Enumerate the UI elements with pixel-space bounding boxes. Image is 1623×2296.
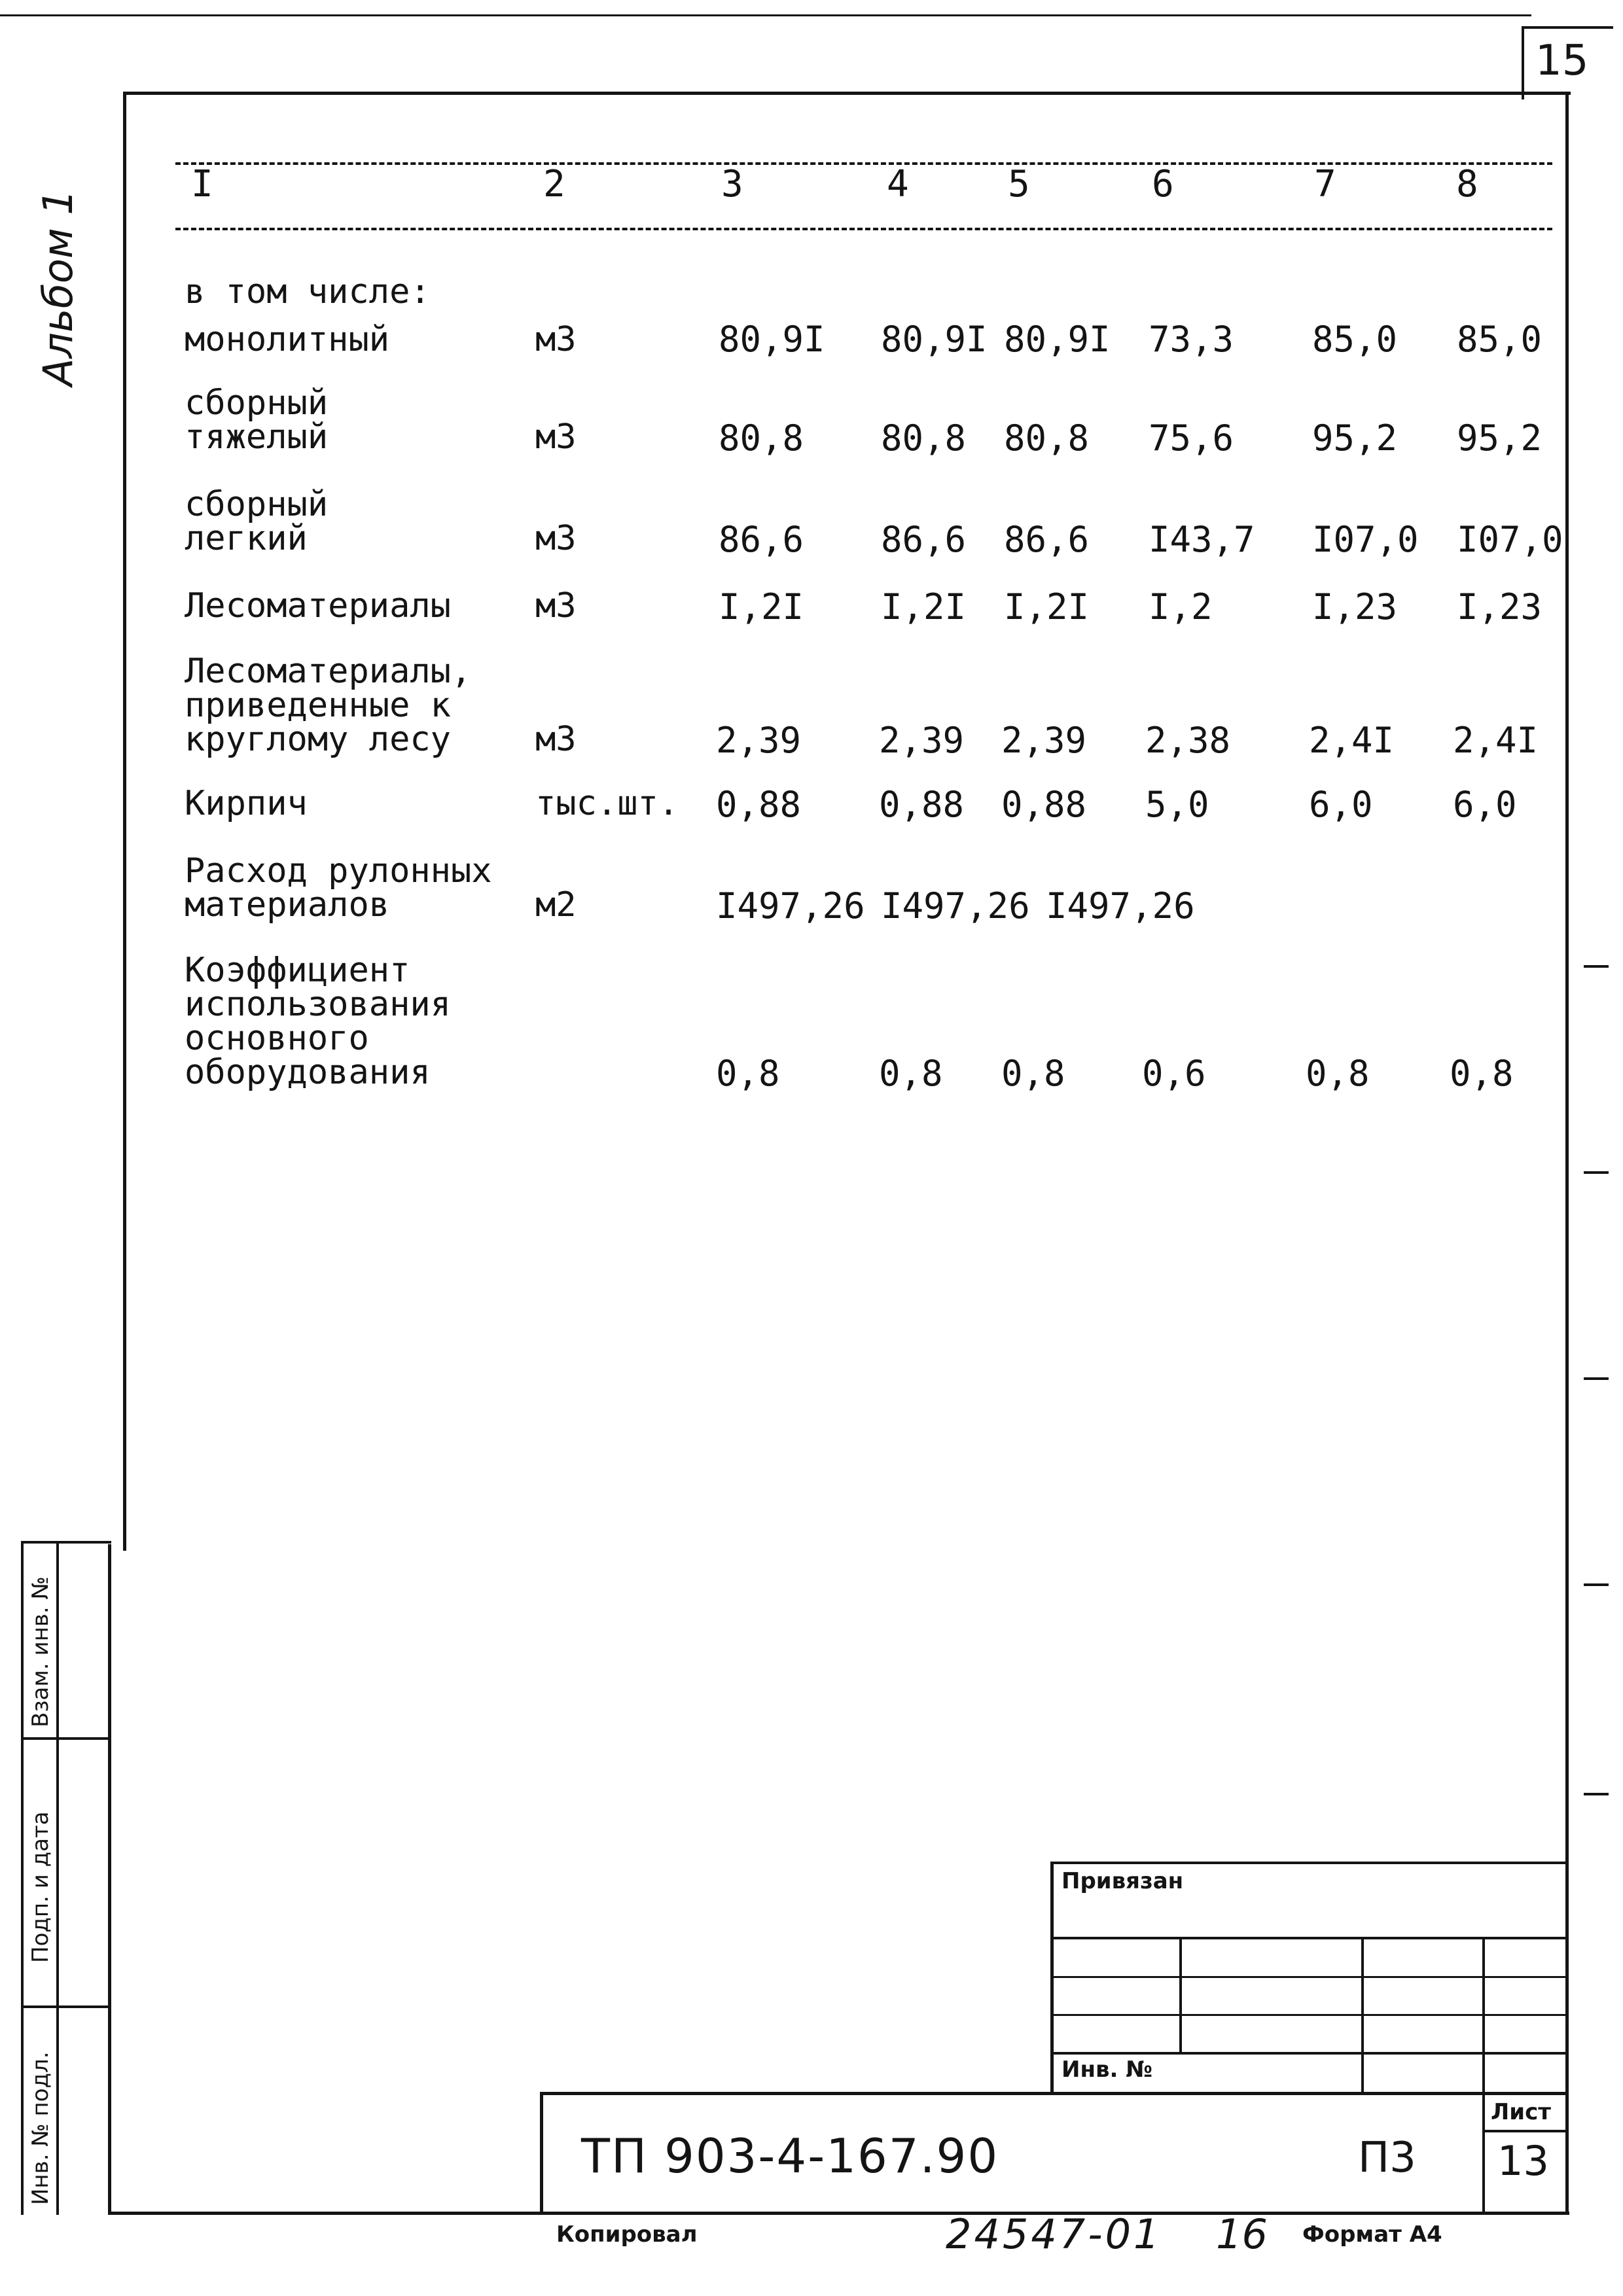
row-label: в том числе: (185, 272, 431, 311)
cell-col7: 6,0 (1309, 784, 1373, 825)
side-stamp-divider (56, 1541, 59, 2215)
cell-col8: 2,4I (1453, 720, 1539, 761)
cell-col4: 0,88 (879, 784, 965, 825)
bound-row-line-2 (1050, 1976, 1569, 1978)
cell-col8: 6,0 (1453, 784, 1517, 825)
page-number-box-left (1522, 26, 1524, 99)
order-number: 24547-01 (946, 2210, 1162, 2258)
page-number-box-top (1522, 26, 1613, 29)
row-label: Лесоматериалы, приведенные к круглому лесу (185, 652, 472, 759)
side-stamp-left (21, 1541, 24, 2215)
row-unit: м2 (535, 885, 577, 925)
title-strip-left (540, 2092, 543, 2215)
col-header-6: 6 (1152, 163, 1174, 205)
copied-label: Копировал (556, 2221, 698, 2248)
cell-col3: 0,88 (716, 784, 802, 825)
row-unit: м3 (535, 519, 577, 558)
cell-col5: 80,8 (1004, 417, 1090, 459)
cell-col7: 85,0 (1312, 319, 1398, 360)
frame-bottom (111, 2212, 1569, 2215)
edge-mark (1584, 1583, 1609, 1586)
bound-col-line-2 (1361, 1937, 1364, 2094)
edge-mark (1584, 1793, 1609, 1795)
cell-col5: I497,26 (1046, 885, 1195, 927)
col-header-2: 2 (543, 163, 565, 205)
sheet-col-line (1482, 2092, 1485, 2215)
sheet-number: 13 (1497, 2137, 1549, 2185)
col-header-8: 8 (1456, 163, 1478, 205)
side-stamp-line-3 (21, 2005, 111, 2008)
inv-label: Инв. № (1061, 2057, 1153, 2083)
bound-row-line-1 (1050, 1937, 1569, 1939)
row-unit: м3 (535, 320, 577, 359)
row-label: Лесоматериалы (185, 586, 451, 626)
cell-col7: 0,8 (1306, 1053, 1370, 1094)
cell-col3: I,2I (719, 586, 804, 627)
cell-col8: I,23 (1457, 586, 1543, 627)
cell-col7: I,23 (1312, 586, 1398, 627)
cell-col6: 0,6 (1142, 1053, 1206, 1094)
bound-block-top (1050, 1862, 1569, 1864)
cell-col6: I43,7 (1149, 519, 1255, 560)
cell-col4: 2,39 (879, 720, 965, 761)
cell-col4: 80,9I (881, 319, 988, 360)
cell-col4: I,2I (881, 586, 967, 627)
cell-col6: I,2 (1149, 586, 1213, 627)
row-unit: м3 (535, 720, 577, 759)
top-rule (0, 14, 1531, 16)
cell-col5: 0,8 (1001, 1053, 1065, 1094)
sheet-label: Лист (1491, 2099, 1551, 2125)
album-label: Альбом 1 (34, 189, 82, 386)
cell-col4: 86,6 (881, 519, 967, 560)
col-header-7: 7 (1314, 163, 1336, 205)
cell-col6: 2,38 (1145, 720, 1231, 761)
row-label: монолитный (185, 320, 390, 359)
row-label: сборный тяжелый (185, 383, 329, 457)
cell-col3: I497,26 (716, 885, 865, 927)
cell-col7: I07,0 (1312, 519, 1419, 560)
bound-row-line-4 (1050, 2052, 1569, 2055)
frame-left-lower (108, 1544, 111, 2215)
row-unit: тыс.шт. (535, 784, 679, 823)
row-unit: м3 (535, 417, 577, 457)
cell-col8: 85,0 (1457, 319, 1543, 360)
side-stamp-sign-date: Подп. и дата (27, 1811, 54, 1963)
cell-col6: 73,3 (1149, 319, 1234, 360)
side-stamp-line-1 (21, 1541, 111, 1544)
cell-col8: 0,8 (1450, 1053, 1514, 1094)
col-header-5: 5 (1008, 163, 1030, 205)
page-number: 15 (1535, 37, 1589, 85)
cell-col8: I07,0 (1457, 519, 1563, 560)
bound-col-line-3 (1482, 1937, 1485, 2094)
edge-mark (1584, 1171, 1609, 1174)
frame-left-upper (123, 92, 126, 1551)
order-sheet: 16 (1216, 2210, 1268, 2258)
title-strip-top (540, 2092, 1569, 2095)
cell-col4: I497,26 (881, 885, 1030, 927)
side-stamp-line-2 (21, 1737, 111, 1740)
side-stamp-replace-inv: Взам. инв. № (27, 1576, 54, 1727)
row-label: Расход рулонных материалов (185, 851, 492, 925)
cell-col7: 95,2 (1312, 417, 1398, 459)
row-label: сборный легкий (185, 485, 329, 558)
cell-col5: 2,39 (1001, 720, 1087, 761)
doc-code: ТП 903-4-167.90 (581, 2128, 999, 2183)
side-stamp-orig-inv: Инв. № подл. (27, 2051, 54, 2205)
edge-mark (1584, 965, 1609, 968)
cell-col3: 0,8 (716, 1053, 780, 1094)
cell-col3: 80,9I (719, 319, 825, 360)
frame-right (1565, 92, 1569, 2215)
edge-mark (1584, 1377, 1609, 1380)
header-dash-top (175, 162, 1552, 165)
col-header-1: I (191, 163, 213, 205)
cell-col3: 80,8 (719, 417, 804, 459)
row-label: Кирпич (185, 784, 308, 823)
section-code: П3 (1358, 2134, 1416, 2182)
col-header-3: 3 (721, 163, 743, 205)
cell-col3: 2,39 (716, 720, 802, 761)
cell-col4: 80,8 (881, 417, 967, 459)
header-dash-bottom (175, 228, 1552, 230)
cell-col6: 5,0 (1145, 784, 1209, 825)
row-label: Коэффициент использования основного оборудования (185, 951, 451, 1092)
cell-col5: 80,9I (1004, 319, 1111, 360)
frame-top (124, 92, 1571, 95)
sheet-row-line (1482, 2130, 1569, 2132)
format-label: Формат А4 (1302, 2221, 1442, 2248)
bound-row-line-3 (1050, 2014, 1569, 2016)
col-header-4: 4 (887, 163, 909, 205)
cell-col5: 86,6 (1004, 519, 1090, 560)
cell-col8: 95,2 (1457, 417, 1543, 459)
cell-col3: 86,6 (719, 519, 804, 560)
cell-col7: 2,4I (1309, 720, 1395, 761)
cell-col5: I,2I (1004, 586, 1090, 627)
cell-col4: 0,8 (879, 1053, 943, 1094)
bound-label: Привязан (1061, 1868, 1184, 1894)
cell-col5: 0,88 (1001, 784, 1087, 825)
row-unit: м3 (535, 586, 577, 626)
bound-col-line-1 (1179, 1937, 1182, 2052)
cell-col6: 75,6 (1149, 417, 1234, 459)
